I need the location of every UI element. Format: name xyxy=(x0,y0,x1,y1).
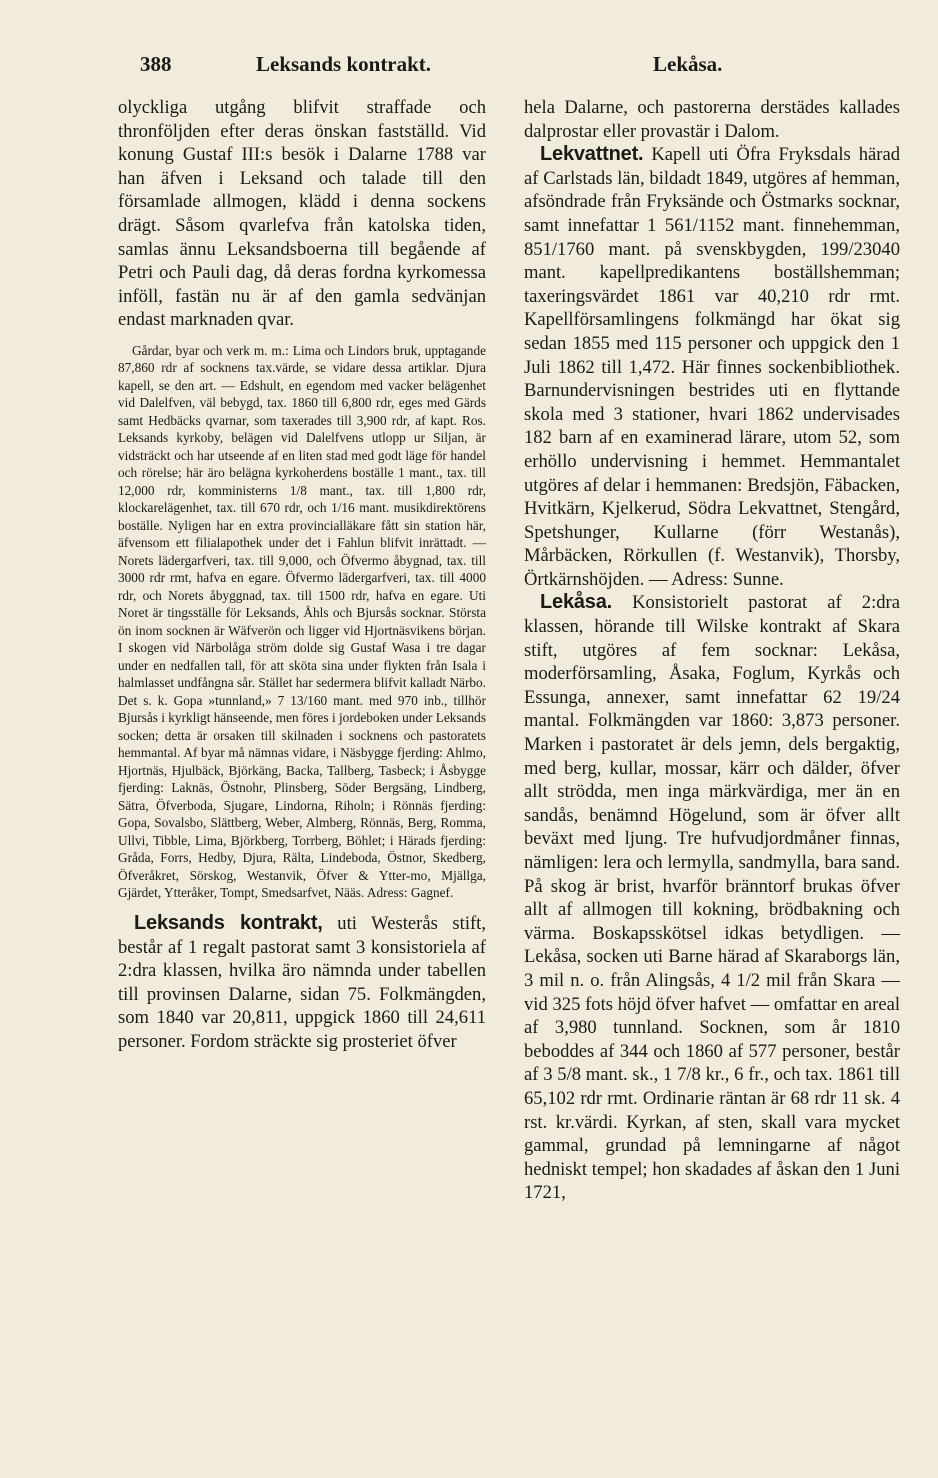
right-column xyxy=(524,96,900,1205)
heading-lekasa: Lekåsa. xyxy=(540,591,612,614)
heading-leksands-kontrakt: Leksands kontrakt, xyxy=(134,911,323,934)
page-number: 388 xyxy=(140,52,172,76)
left-main-text xyxy=(118,96,486,332)
lekvattnet-body: Kapell uti Öfra Fryksdals härad af Carlstads län, bildadt 1849, utgöres af hemman, afsöndrade från Fryksände och Östmarks socknar, samt innefattar 1 561/1152 mant. finnehemman, 851/1760 mant. på svenskbygden, 199/23040 mant. kapellpredikantens boställshemman; taxeringsvärdet 1861 var 40,210 rdr rmt. Kapellförsamlingens folkmängd har ökat sig sedan 1855 med 115 personer och uppgick den 1 Juli 1862 till 1,472. Här finnes sockenbibliothek. Barnundervisningen bestrides uti en flyttande skola med 3 stationer, hvari 1862 undervisades 182 barn af en examinerad lärare, utom 52, som erhöllo undervisning i hemmet. Hemmantalet utgöres af delar i hemmanen: Bredsjön, Fäbacken, Hvitkärn, Kjelkerud, Södra Lekvattnet, Stengård, Spetshunger, Kullarne (förr Westanås), Mårbäcken, Rörkullen (f. Westanvik), Thorsby, Örtkärnshöjden. — Adress: Sunne. xyxy=(524,144,900,590)
fine-print-section xyxy=(118,342,486,902)
paragraph-lekvattnet xyxy=(524,143,900,591)
running-header xyxy=(0,52,938,82)
header-right: Lekåsa. xyxy=(653,52,723,76)
left-kontrakt-text xyxy=(118,912,486,1054)
lekasa-body: Konsistorielt pastorat af 2:dra klassen, hörande till Wilske kontrakt af Skara stift, utgöres af fem socknar: Lekåsa, moderförsamling, Åsaka, Foglum, Kyrkås och Essunga, annexer, samt innefattar 62 19/24 mantal. Folkmängden var 1860: 3,873 personer. Marken i pastoratet är dels jemn, dels bergaktig, med berg, kullar, mossar, kärr och dälder, öfver allt strödda, men inga märkvärdiga, mer än en sandås, benämnd Högelund, som är öfver allt beväxt med ljung. Tre hufvudjordmåner finnas, nämligen: lera och lermylla, sandmylla, bara sand. På skog är brist, hvarför bränntorf brukas öfver allt af allmogen till kokning, brödbakning och värma. Boskapsskötsel idkas betydligen. — Lekåsa, socken uti Barne härad af Skaraborgs län, 3 mil n. o. från Alingsås, 4 1/2 mil från Skara — vid 325 fots höjd öfver hafvet — omfattar en areal af 3,980 tunnland. Socknen, som år 1810 beboddes af 344 och 1860 af 577 personer, består af 3 5/8 mant. sk., 1 7/8 kr., 6 fr., och tax. 1861 till 65,102 rdr rmt. Ordinarie räntan är 68 rdr 11 sk. 4 rst. kr.värdi. Kyrkan, af sten, skall vara mycket gammal, grundad på lemningarne af något hedniskt tempel; hon skadades af åskan den 1 Juni 1721, xyxy=(524,592,900,1204)
left-column xyxy=(118,96,486,1054)
paragraph-dalprostar: hela Dalarne, och pastorerna derstädes kallades dalprostar eller provastär i Dalom. xyxy=(524,97,900,142)
header-title: Leksands kontrakt. xyxy=(256,52,432,76)
paragraph-leksand-history: olyckliga utgång blifvit straffade och thronföljden efter deras önskan fastställd. Vid konung Gustaf III:s besök i Dalarne 1788 var han äfven i Leksand och talade till den församlade allmogen, klädd i denna sockens drägt. Såsom qvarlefva från katolska tiden, samlas ännu Leksandsboerna till begående af Petri och Pauli dag, då deras fordna kyrkomessa inföll, fastän nu är af den gamla sedvänjan endast marknaden qvar. xyxy=(118,97,486,331)
heading-lekvattnet: Lekvattnet. xyxy=(540,143,644,166)
paragraph-lekasa xyxy=(524,591,900,1204)
paragraph-gardar-byar: Gårdar, byar och verk m. m.: Lima och Lindors bruk, upptagande 87,860 rdr af socknens tax.värde, se vidare dessa artiklar. Djura kapell, se den art. — Edshult, en egendom med vacker belägenhet vid Dalelfven, väl bebygd, tax. 1860 till 6,800 rdr, eges med Gärds samt Hedbäcks qvarnar, som taxerades till 3,900 rdr, af kapt. Ros. Leksands kyrkoby, belägen vid Dalelfvens utlopp ur Siljan, är vidsträckt och har utseende af en liten stad med godt läge för handel och rörelse; här äro belägna kyrkoherdens boställe 1 mant., tax. till 12,000 rdr, komministerns 1/8 mant., tax. till 1,800 rdr, klockarelägenhet, tax. till 670 rdr, och 1/16 mant. musikdirektörens boställe. Nyligen har en extra provincialläkare fått sin station här, äfvensom ett filialapothek under det i Fahlun blifvit inrättadt. — Norets lädergarfveri, tax. till 9,000, och Öfvermo åbygnad, tax. till 3000 rdr rmt, hafva en egare. Öfvermo lädergarfveri, tax. till 4000 rdr, och Norets åbyggnad, tax. till 1500 rdr, hafva en egare. Uti Noret är tingsställe för Leksands, Åhls och Bjursås socknar. Största ön inom socknen är Wäfverön och ligger vid Hjortnäsvikens början. I skogen vid Närbolåga ström dolde sig Gustaf Wasa i tre dagar under en nedfallen tall, för att sköta sina under flykten från Isala i halmlasset undfångna sår. Stället har sedermera blifvit kalladt Närbo. Det s. k. Gopa »tunnland,» 7 13/160 mant. med 970 inb., tillhör Bjursås i kyrkligt hänseende, men föres i jordeboken under Leksands socken; detta är orsaken till skilnaden i socknens och pastoratets hemmantal. Af byar må nämnas vidare, i Näsbygge fjerding: Ahlmo, Hjortnäs, Hjulbäck, Björkäng, Backa, Tallberg, Tasbeck; i Åsbygge fjerding: Laknäs, Östnohr, Plinsberg, Söder Bergsäng, Lindberg, Sätra, Öfverboda, Sjugare, Lindorna, Riholn; i Rönnäs fjerding: Gopa, Sovalsbo, Slättberg, Weber, Almberg, Rönnäs, Berg, Romma, Ullvi, Tibble, Lima, Björkberg, Torrberg, Böhlet; i Härads fjerding: Gråda, Forrs, Hedby, Djura, Rälta, Lindeboda, Östnor, Skedberg, Öfveråkret, Sörskog, Westanvik, Öfver & Ytter-mo, Mjällga, Gjärdet, Ytteråker, Tompt, Smedsarfvet, Nääs. Adress: Gagnef. xyxy=(118,342,486,901)
kontrakt-body: uti Westerås stift, består af 1 regalt pastorat samt 3 konsistoriela af 2:dra klassen, hvilka äro nämnda under tabellen till provinsen Dalarne, sidan 75. Folkmängden, som 1840 var 20,811, uppgick 1860 till 24,611 personer. Fordom sträckte sig prosteriet öfver xyxy=(118,912,486,1052)
paragraph-leksands-kontrakt xyxy=(118,912,486,1054)
